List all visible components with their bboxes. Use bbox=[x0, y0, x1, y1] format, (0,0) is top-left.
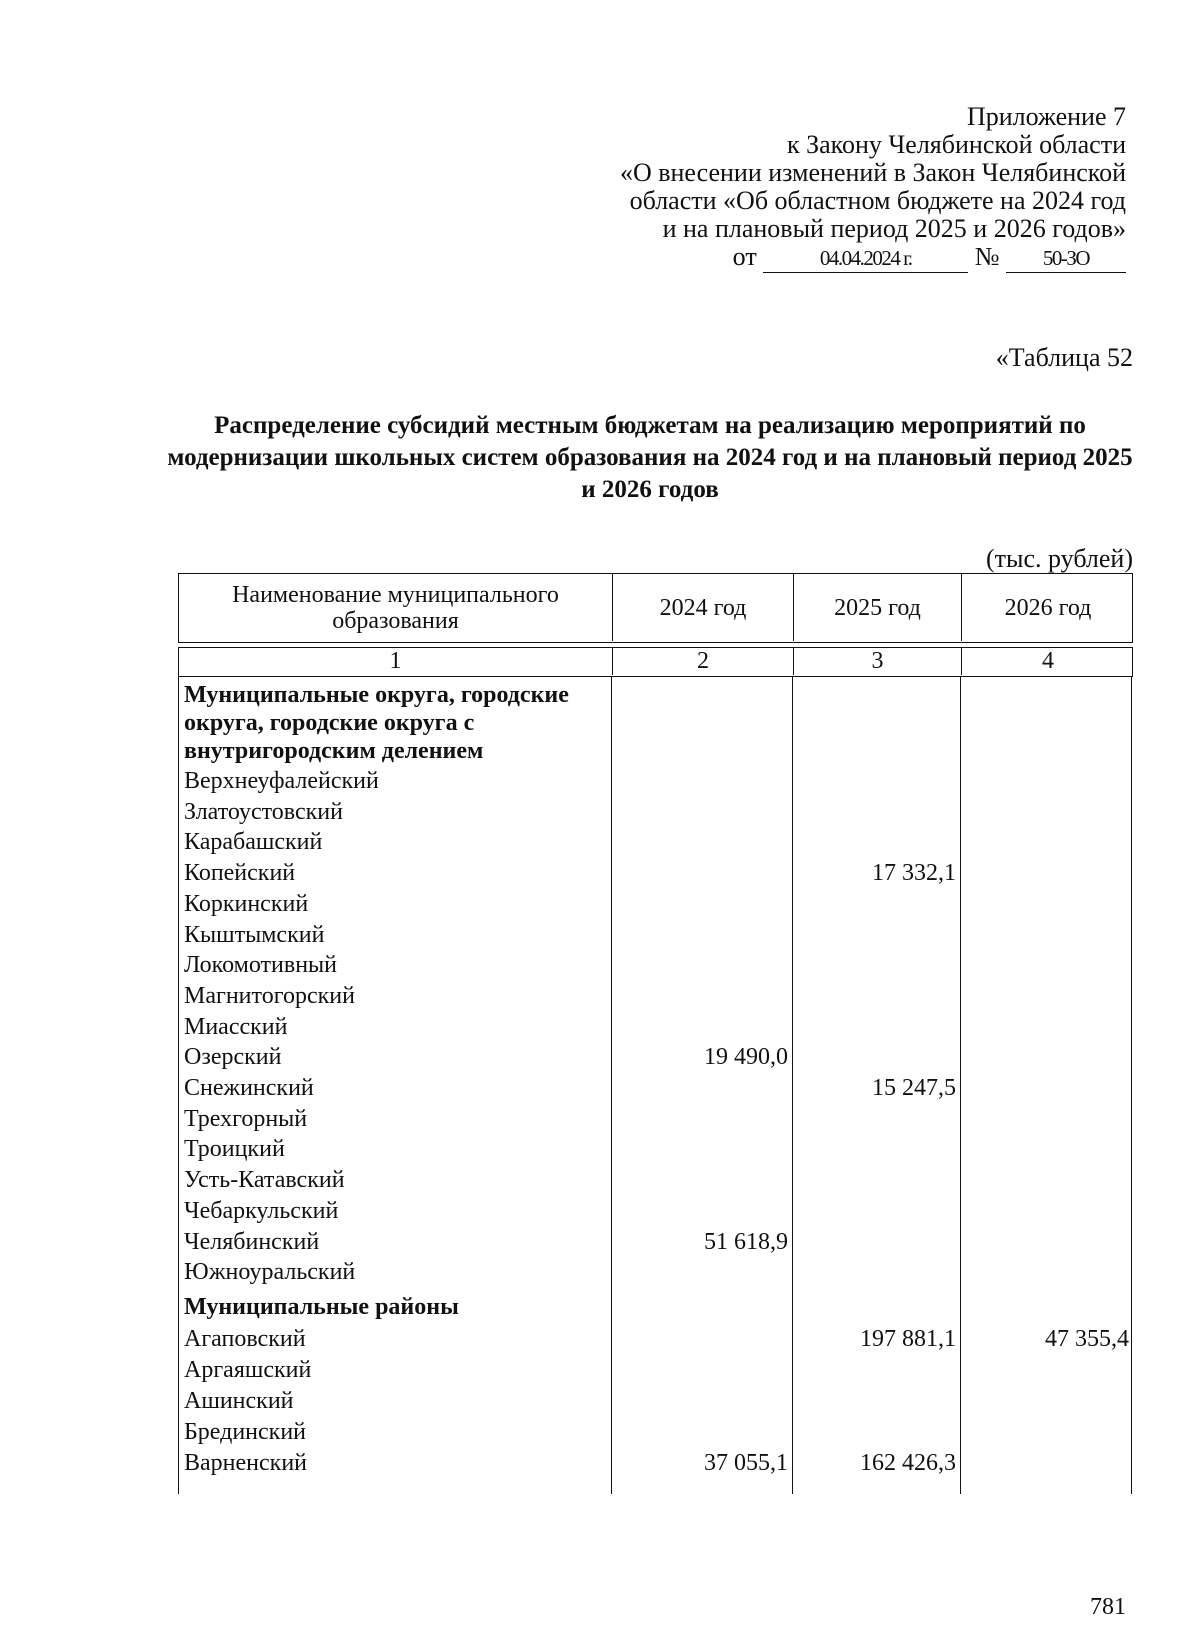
table-row bbox=[178, 1354, 1133, 1386]
column-number: 1 bbox=[389, 648, 402, 674]
municipality-name: Челябинский bbox=[184, 1228, 320, 1255]
municipality-name: Брединский bbox=[184, 1419, 307, 1445]
header-line: Приложение 7 bbox=[966, 102, 1126, 131]
municipality-name: Агаповский bbox=[184, 1326, 306, 1352]
table-row bbox=[178, 1385, 1133, 1417]
law-date-number-line bbox=[620, 243, 1126, 273]
municipality-name: Южноуральский bbox=[184, 1259, 356, 1286]
municipality-name: Усть-Катавский bbox=[184, 1167, 345, 1194]
municipality-name: Кыштымский bbox=[184, 921, 325, 948]
table-row bbox=[178, 1195, 1133, 1227]
header-line: «О внесении изменений в Закон Челябинской bbox=[619, 158, 1126, 187]
table-row bbox=[178, 1072, 1133, 1104]
table-row bbox=[178, 1323, 1133, 1355]
column-header-name: Наименование муниципального образования bbox=[232, 581, 559, 634]
municipality-name: Копейский bbox=[184, 860, 296, 887]
column-header-2025: 2025 год bbox=[793, 574, 961, 641]
table-row bbox=[178, 1447, 1133, 1479]
municipality-name: Магнитогорский bbox=[184, 982, 355, 1009]
group-header-row bbox=[178, 1291, 1133, 1323]
table-row bbox=[178, 949, 1133, 981]
municipality-name: Миасский bbox=[184, 1013, 288, 1040]
table-number: «Таблица 52 bbox=[995, 343, 1133, 372]
header-line: к Закону Челябинской области bbox=[786, 130, 1126, 159]
value-2024: 51 618,9 bbox=[704, 1228, 788, 1255]
group-title-line: внутригородским делением bbox=[184, 738, 484, 764]
column-header-2026: 2026 год bbox=[961, 574, 1134, 641]
table-row bbox=[178, 826, 1133, 858]
table-body bbox=[178, 677, 1133, 1494]
municipality-name: Локомотивный bbox=[184, 952, 338, 979]
municipality-name: Чебаркульский bbox=[184, 1197, 339, 1224]
municipality-name: Ашинский bbox=[184, 1388, 294, 1414]
municipality-name: Коркинский bbox=[184, 890, 309, 917]
value-2025: 17 332,1 bbox=[872, 860, 956, 887]
column-number-row bbox=[178, 647, 1133, 677]
document-title: Распределение субсидий местным бюджетам на реализацию мероприятий по модернизации школьных систем образования на 2024 год и на плановый период 2025 и 2026 годов bbox=[167, 412, 1133, 503]
number-label: № bbox=[974, 242, 1000, 271]
column-number: 3 bbox=[793, 648, 961, 675]
table-row bbox=[178, 1256, 1133, 1288]
municipality-name: Аргаяшский bbox=[184, 1357, 312, 1383]
table-row bbox=[178, 1416, 1133, 1448]
value-2025: 197 881,1 bbox=[860, 1326, 956, 1352]
table-row bbox=[178, 796, 1133, 828]
municipality-name: Златоустовский bbox=[184, 798, 343, 825]
table-row bbox=[178, 1011, 1133, 1043]
table-row bbox=[178, 888, 1133, 920]
table-row bbox=[178, 1133, 1133, 1165]
column-number: 2 bbox=[612, 648, 793, 675]
table-row bbox=[178, 1041, 1133, 1073]
law-date: 04.04.2024 г. bbox=[819, 246, 912, 270]
table-row bbox=[178, 765, 1133, 797]
law-number: 50-ЗО bbox=[1042, 246, 1090, 270]
group-title-line: Муниципальные округа, городские bbox=[184, 682, 569, 708]
table-header-row bbox=[178, 573, 1133, 643]
units-label: (тыс. рублей) bbox=[985, 544, 1133, 573]
group-title-line: округа, городские округа с bbox=[184, 710, 475, 736]
value-2024: 37 055,1 bbox=[704, 1450, 788, 1476]
municipality-name: Карабашский bbox=[184, 829, 323, 856]
header-line: области «Об областном бюджете на 2024 год bbox=[629, 186, 1126, 215]
value-2026: 47 355,4 bbox=[1045, 1326, 1129, 1352]
group-header-row bbox=[178, 681, 1133, 765]
group-title: Муниципальные районы bbox=[184, 1294, 459, 1320]
law-number-field bbox=[1006, 243, 1126, 273]
law-date-field bbox=[763, 243, 968, 273]
table-row bbox=[178, 1164, 1133, 1196]
column-header-2024: 2024 год bbox=[612, 574, 793, 641]
value-2025: 15 247,5 bbox=[872, 1075, 956, 1101]
table-row bbox=[178, 1226, 1133, 1258]
page-number: 781 bbox=[1090, 1594, 1126, 1620]
municipality-name: Снежинский bbox=[184, 1075, 314, 1101]
column-number: 4 bbox=[961, 648, 1134, 675]
municipality-name: Трехгорный bbox=[184, 1105, 308, 1132]
table-row bbox=[178, 857, 1133, 889]
municipality-name: Озерский bbox=[184, 1044, 282, 1071]
municipality-name: Троицкий bbox=[184, 1136, 285, 1163]
municipality-name: Верхнеуфалейский bbox=[184, 768, 379, 794]
group-title bbox=[178, 681, 609, 765]
value-2024: 19 490,0 bbox=[704, 1044, 788, 1071]
from-label: от bbox=[732, 242, 757, 271]
appendix-header bbox=[620, 103, 1126, 273]
table-row bbox=[178, 1103, 1133, 1135]
table-row bbox=[178, 919, 1133, 951]
table-row bbox=[178, 980, 1133, 1012]
header-line: и на плановый период 2025 и 2026 годов» bbox=[662, 214, 1126, 243]
value-2025: 162 426,3 bbox=[860, 1450, 956, 1476]
municipality-name: Варненский bbox=[184, 1450, 307, 1476]
